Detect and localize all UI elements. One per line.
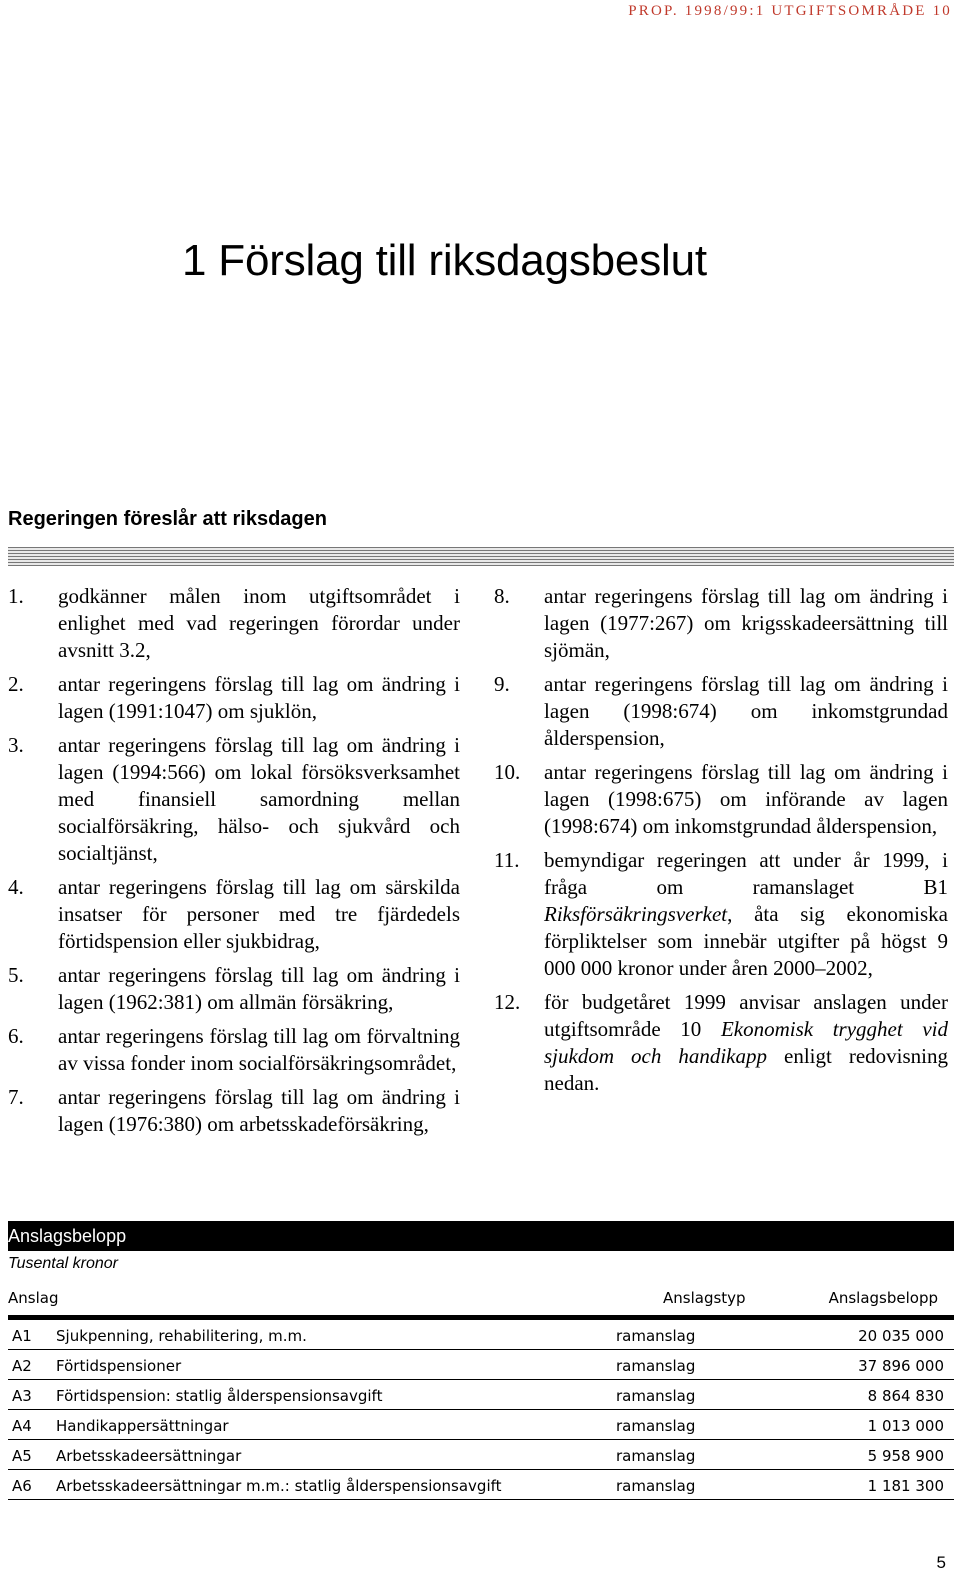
item-text: antar regeringens förslag till lag om ändring i lagen (1994:566) om lokal försöksverksamhet med finansiell samordning mellan socialförsäkring, hälso- och sjukvård och socialtjänst, — [58, 733, 460, 865]
item-text: antar regeringens förslag till lag om ändring i lagen (1991:1047) om sjuklön, — [58, 672, 460, 723]
table-row — [8, 1440, 954, 1470]
item-text: antar regeringens förslag till lag om ändring i lagen (1998:674) om inkomstgrundad ålderspension, — [544, 672, 948, 750]
item-text: antar regeringens förslag till lag om ändring i lagen (1998:675) om införande av lagen (1998:674) om inkomstgrundad ålderspension, — [544, 760, 948, 838]
item-number: 9. — [494, 672, 510, 696]
table-title: Anslagsbelopp — [8, 1226, 127, 1246]
row-code: A4 — [8, 1410, 56, 1440]
row-amount: 20 035 000 — [766, 1320, 954, 1350]
row-amount: 1 013 000 — [766, 1410, 954, 1440]
item-number: 6. — [8, 1024, 24, 1048]
table-title-bar — [8, 1221, 954, 1251]
item-number: 10. — [494, 760, 521, 784]
row-code: A1 — [8, 1320, 56, 1350]
table-row — [8, 1470, 954, 1500]
row-type: ramanslag — [616, 1320, 766, 1350]
item-text — [544, 847, 948, 982]
item-number: 5. — [8, 963, 24, 987]
row-name: Sjukpenning, rehabilitering, m.m. — [56, 1320, 616, 1350]
row-name: Förtidspensioner — [56, 1350, 616, 1380]
item-text-part: för budgetåret 1999 anvisar anslagen under utgiftsområde 10 — [544, 990, 948, 1041]
row-name: Handikappersättningar — [56, 1410, 616, 1440]
running-head: PROP. 1998/99:1 UTGIFTSOMRÅDE 10 — [628, 3, 952, 19]
item-text — [544, 989, 948, 1097]
row-name: Förtidspension: statlig ålderspensionsavgift — [56, 1380, 616, 1410]
item-number: 11. — [494, 848, 520, 872]
item-number: 12. — [494, 990, 521, 1014]
item-text: antar regeringens förslag till lag om ändring i lagen (1976:380) om arbetsskadeförsäkring, — [58, 1085, 460, 1136]
row-name: Arbetsskadeersättningar m.m.: statlig ålderspensionsavgift — [56, 1470, 616, 1500]
proposal-item — [494, 671, 948, 752]
row-amount: 1 181 300 — [766, 1470, 954, 1500]
column-header-anslag: Anslag — [8, 1289, 59, 1307]
table-row — [8, 1380, 954, 1410]
item-text: antar regeringens förslag till lag om ändring i lagen (1962:381) om allmän försäkring, — [58, 963, 460, 1014]
page-number: 5 — [936, 1553, 946, 1572]
item-number: 1. — [8, 584, 24, 608]
proposal-item — [8, 732, 460, 867]
row-name: Arbetsskadeersättningar — [56, 1440, 616, 1470]
row-type: ramanslag — [616, 1440, 766, 1470]
item-text-part: bemyndigar regeringen att under år 1999, i fråga om ramanslaget B1 — [544, 848, 948, 899]
column-header-anslagsbelopp: Anslagsbelopp — [828, 1289, 938, 1307]
column-header-anslagstyp: Anslagstyp — [663, 1289, 746, 1307]
item-number: 3. — [8, 733, 24, 757]
proposal-list-right — [494, 583, 948, 1104]
item-text: godkänner målen inom utgiftsområdet i enlighet med vad regeringen förordar under avsnitt 3.2, — [58, 584, 460, 662]
proposal-item — [8, 1023, 460, 1077]
proposal-item — [8, 874, 460, 955]
item-text-part: enligt redovisning nedan. — [544, 1044, 948, 1095]
table-column-headers — [8, 1285, 954, 1315]
row-code: A2 — [8, 1350, 56, 1380]
table-row — [8, 1320, 954, 1350]
proposal-item — [8, 671, 460, 725]
item-number: 2. — [8, 672, 24, 696]
proposal-item — [494, 583, 948, 664]
item-text: antar regeringens förslag till lag om ändring i lagen (1977:267) om krigsskadeersättning till sjömän, — [544, 584, 948, 662]
proposal-item — [8, 962, 460, 1016]
item-text-italic: Riksförsäkringsverket — [544, 902, 728, 926]
row-amount: 37 896 000 — [766, 1350, 954, 1380]
item-text-italic: Ekonomisk trygghet vid sjukdom och handikapp — [544, 1017, 949, 1068]
table-row — [8, 1350, 954, 1380]
item-number: 8. — [494, 584, 510, 608]
row-type: ramanslag — [616, 1350, 766, 1380]
row-amount: 5 958 900 — [766, 1440, 954, 1470]
item-text: antar regeringens förslag till lag om förvaltning av vissa fonder inom socialförsäkringsområdet, — [58, 1024, 460, 1075]
proposal-item — [494, 847, 948, 982]
row-type: ramanslag — [616, 1380, 766, 1410]
item-number: 4. — [8, 875, 24, 899]
proposal-item — [494, 759, 948, 840]
row-type: ramanslag — [616, 1470, 766, 1500]
item-number: 7. — [8, 1085, 24, 1109]
table-row — [8, 1410, 954, 1440]
proposal-item — [494, 989, 948, 1097]
section-heading: Regeringen föreslår att riksdagen — [8, 508, 327, 530]
item-text-part: , åta sig ekonomiska förpliktelser som innebär utgifter på högst 9 000 000 kronor under åren 2000–2002, — [544, 902, 948, 980]
section-rule — [8, 547, 954, 566]
proposal-item — [8, 1084, 460, 1138]
proposal-list-left — [8, 583, 460, 1145]
row-code: A6 — [8, 1470, 56, 1500]
proposal-item — [8, 583, 460, 664]
row-type: ramanslag — [616, 1410, 766, 1440]
row-amount: 8 864 830 — [766, 1380, 954, 1410]
chapter-title: 1 Förslag till riksdagsbeslut — [182, 236, 707, 285]
row-code: A5 — [8, 1440, 56, 1470]
row-code: A3 — [8, 1380, 56, 1410]
appropriation-table-section — [8, 1221, 954, 1500]
appropriation-table — [8, 1320, 954, 1500]
item-text: antar regeringens förslag till lag om särskilda insatser för personer med tre fjärdedels förtidspension eller sjukbidrag, — [58, 875, 460, 953]
table-subtitle: Tusental kronor — [8, 1255, 118, 1272]
